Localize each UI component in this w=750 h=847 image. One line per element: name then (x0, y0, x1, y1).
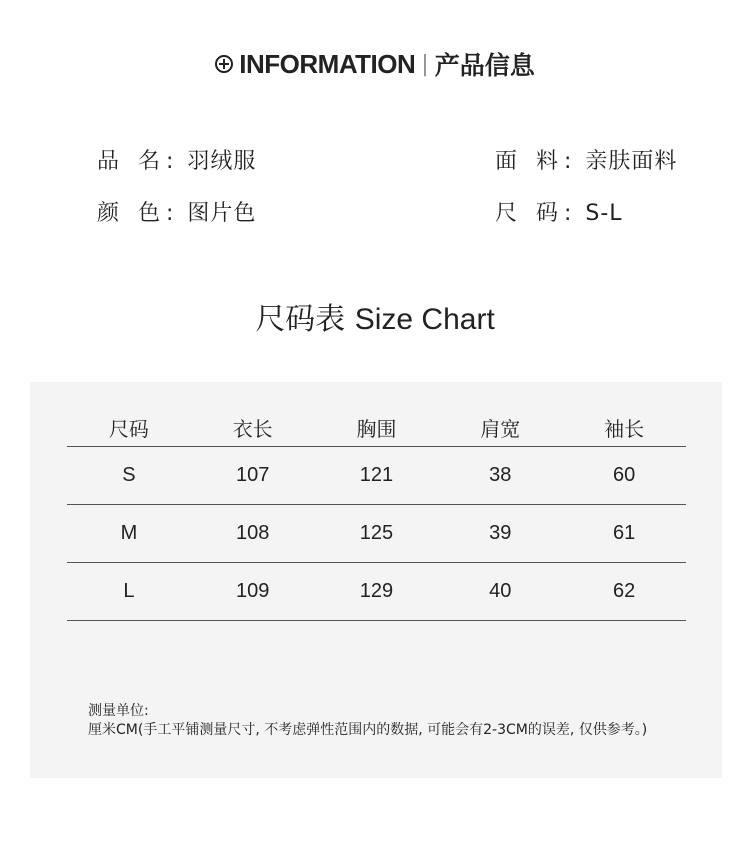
column-header: 尺码 (67, 408, 191, 447)
info-name-value: 羽绒服 (187, 149, 257, 174)
info-size (495, 196, 623, 227)
table-cell: 129 (315, 563, 439, 621)
table-cell: 125 (315, 505, 439, 563)
table-row (67, 447, 686, 505)
size-chart-title (0, 294, 750, 338)
table-cell: 39 (438, 505, 562, 563)
header-title-cn: 产品信息 (434, 51, 535, 80)
size-table (67, 408, 686, 621)
info-color (97, 196, 256, 227)
size-chart-title-en: Size Chart (354, 303, 495, 336)
notes-text: 厘米CM(手工平铺测量尺寸, 不考虑弹性范围内的数据, 可能会有2-3CM的误差, 仅供参考。) (88, 722, 648, 738)
info-name-label: 品 名: (97, 149, 180, 174)
info-color-value: 图片色 (187, 201, 257, 226)
info-fabric (495, 144, 677, 175)
table-cell: S (67, 447, 191, 505)
info-color-label: 颜 色: (97, 201, 180, 226)
table-cell: M (67, 505, 191, 563)
table-row (67, 505, 686, 563)
size-chart-title-cn: 尺码表 (255, 302, 346, 337)
table-header-row (67, 408, 686, 447)
table-row (67, 563, 686, 621)
info-size-label: 尺 码: (495, 201, 578, 226)
info-fabric-label: 面 料: (495, 149, 578, 174)
measurement-notes (88, 702, 647, 740)
info-size-value: S-L (585, 201, 623, 226)
table-cell: 108 (191, 505, 315, 563)
table-cell: 109 (191, 563, 315, 621)
table-cell: 61 (562, 505, 686, 563)
column-header: 肩宽 (438, 408, 562, 447)
notes-title: 测量单位: (88, 703, 149, 719)
header-separator: | (421, 51, 429, 77)
table-cell: 107 (191, 447, 315, 505)
plus-circle-icon (215, 55, 233, 73)
table-cell: 60 (562, 447, 686, 505)
info-name (97, 144, 256, 175)
header-title-en: INFORMATION (239, 48, 416, 79)
column-header: 胸围 (315, 408, 439, 447)
column-header: 衣长 (191, 408, 315, 447)
table-cell: 62 (562, 563, 686, 621)
table-cell: 121 (315, 447, 439, 505)
info-header (0, 48, 750, 80)
info-fabric-value: 亲肤面料 (585, 149, 678, 174)
table-cell: 40 (438, 563, 562, 621)
table-cell: 38 (438, 447, 562, 505)
table-cell: L (67, 563, 191, 621)
column-header: 袖长 (562, 408, 686, 447)
